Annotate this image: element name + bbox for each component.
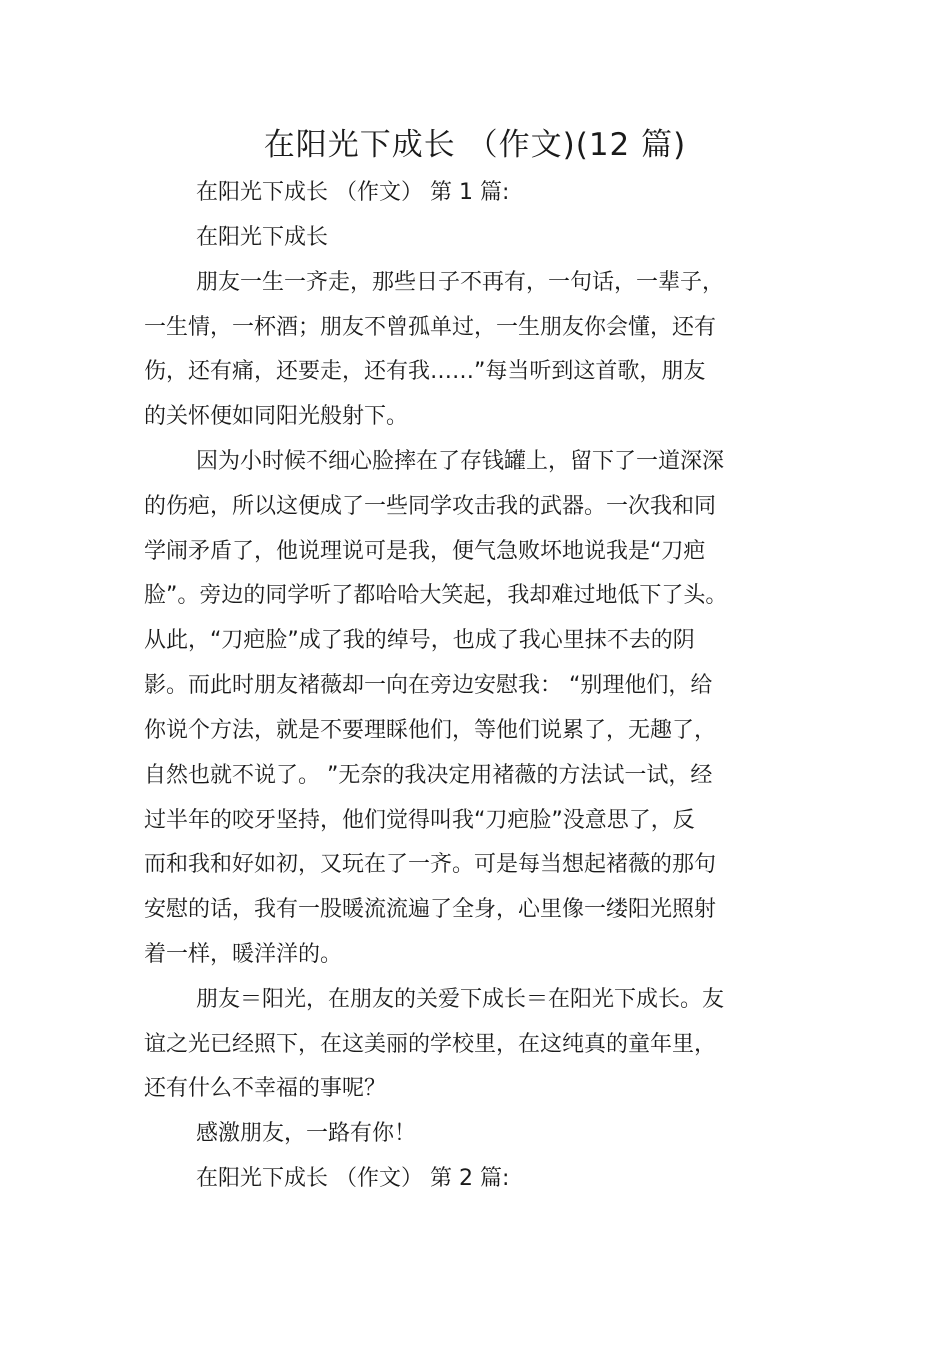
- section-heading: 在阳光下成长 （作文） 第 2 篇:: [196, 1166, 510, 1191]
- paragraph-line: 安慰的话，我有一股暖流流遍了全身，心里像一缕阳光照射: [144, 897, 717, 922]
- paragraph-line: 你说个方法，就是不要理睬他们，等他们说累了，无趣了，: [144, 718, 717, 743]
- paragraph-line: 朋友一生一齐走，那些日子不再有，一句话，一辈子，: [196, 270, 725, 295]
- essay-title: 在阳光下成长: [196, 225, 329, 250]
- paragraph-line: 而和我和好如初，又玩在了一齐。可是每当想起褚薇的那句: [144, 852, 717, 877]
- paragraph-line: 还有什么不幸福的事呢？: [144, 1076, 387, 1101]
- document-title: 在阳光下成长 （作文)(12 篇): [263, 127, 687, 163]
- paragraph-line: 的伤疤，所以这便成了一些同学攻击我的武器。一次我和同: [144, 494, 717, 519]
- paragraph-line: 从此，“刀疤脸”成了我的绰号，也成了我心里抹不去的阴: [144, 628, 695, 653]
- paragraph-line: 过半年的咬牙坚持，他们觉得叫我“刀疤脸”没意思了，反: [144, 808, 695, 833]
- paragraph-line: 着一样，暖洋洋的。: [144, 942, 343, 967]
- paragraph-line: 学闹矛盾了，他说理说可是我，便气急败坏地说我是“刀疤: [144, 539, 706, 564]
- paragraph-line: 一生情，一杯酒；朋友不曾孤单过，一生朋友你会懂，还有: [144, 315, 717, 340]
- paragraph-line: 伤，还有痛，还要走，还有我……”每当听到这首歌，朋友: [144, 359, 706, 384]
- section-heading: 在阳光下成长 （作文） 第 1 篇:: [196, 180, 510, 205]
- paragraph-line: 谊之光已经照下，在这美丽的学校里，在这纯真的童年里，: [144, 1032, 717, 1057]
- paragraph-line: 的关怀便如同阳光般射下。: [144, 404, 409, 429]
- paragraph-line: 自然也就不说了。 ”无奈的我决定用褚薇的方法试一试，经: [144, 763, 713, 788]
- paragraph-line: 因为小时候不细心脸摔在了存钱罐上，留下了一道深深: [196, 449, 725, 474]
- paragraph-line: 朋友＝阳光，在朋友的关爱下成长＝在阳光下成长。友: [196, 987, 725, 1012]
- paragraph-line: 脸”。旁边的同学听了都哈哈大笑起，我却难过地低下了头。: [144, 583, 728, 608]
- paragraph-line: 影。而此时朋友褚薇却一向在旁边安慰我： “别理他们，给: [144, 673, 713, 698]
- paragraph-line: 感激朋友，一路有你！: [196, 1121, 417, 1146]
